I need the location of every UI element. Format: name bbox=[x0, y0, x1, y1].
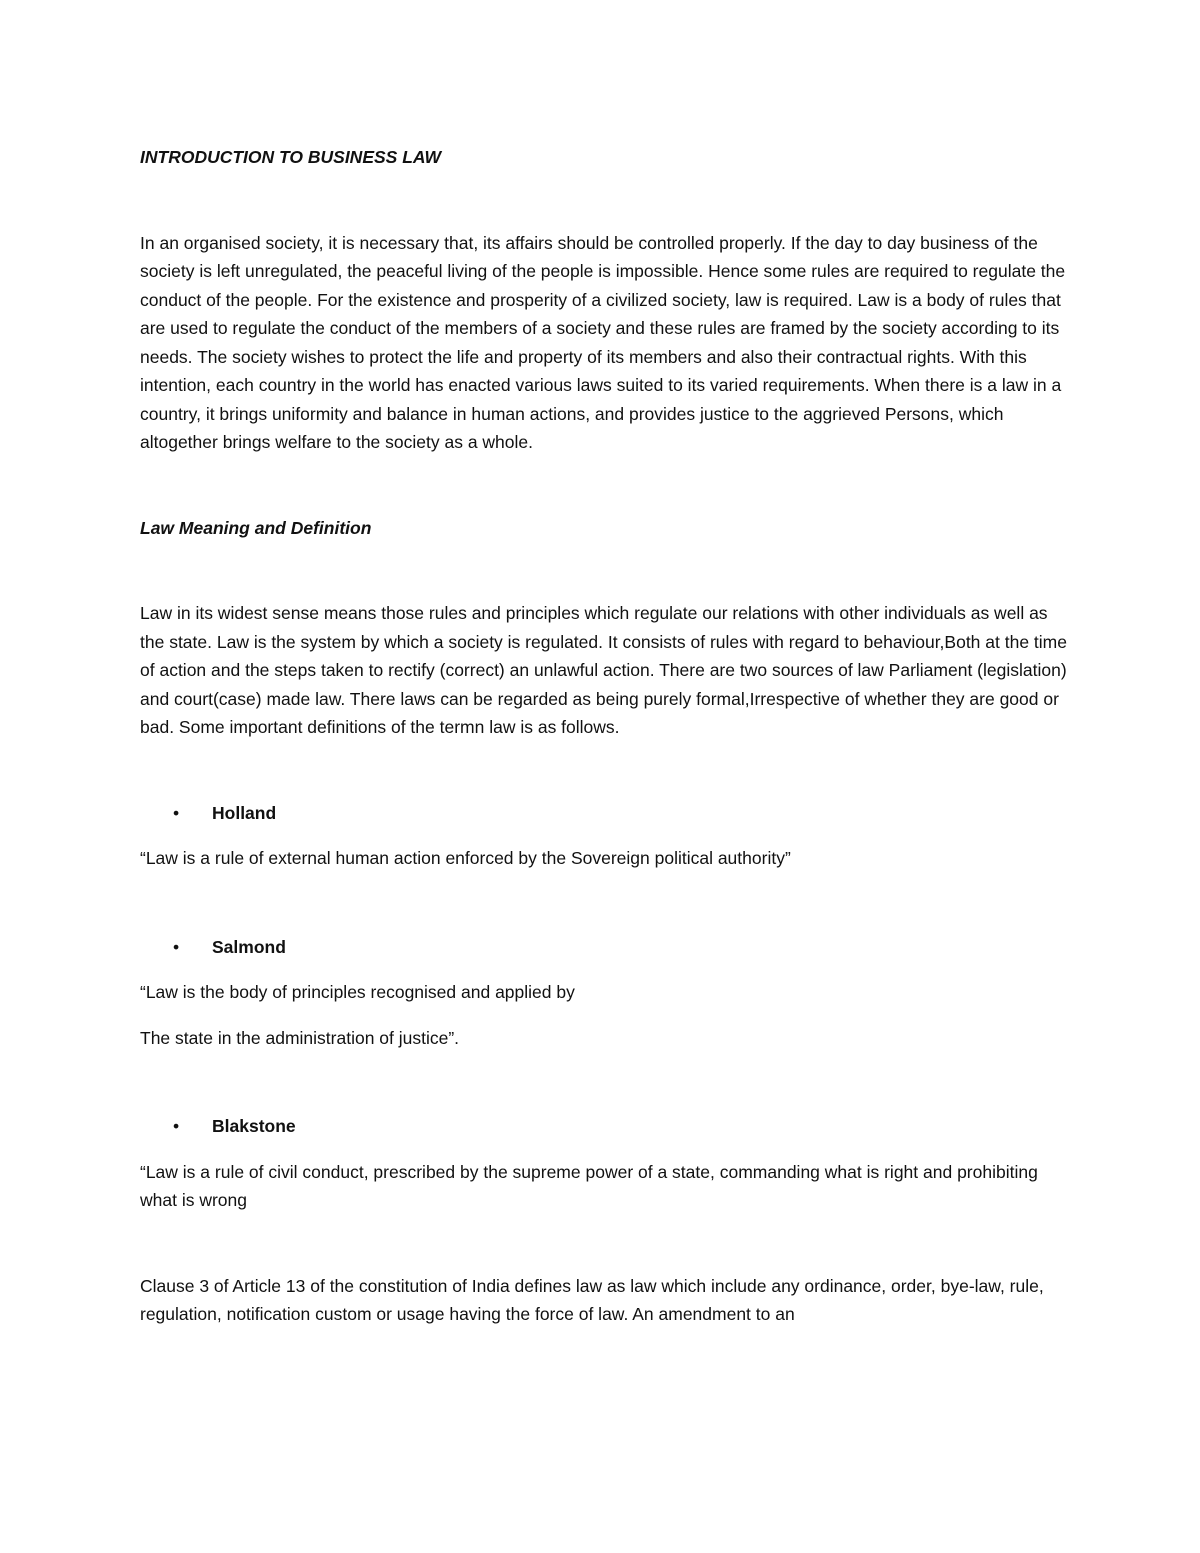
definition-quote: “Law is a rule of civil conduct, prescribed by the supreme power of a state, commanding what is right and prohibiting what is wrong bbox=[140, 1161, 1038, 1210]
spacer bbox=[140, 542, 1070, 599]
spacer bbox=[140, 827, 1070, 844]
definition-bullet-holland bbox=[140, 799, 1070, 828]
intro-paragraph: In an organised society, it is necessary that, its affairs should be controlled properly. If the day to day business of the society is left unregulated, the peaceful living of the people is impossible. Hence some rules are required to regulate the conduct of the people. For the existence and prosperity of a civilized society, law is required. Law is a body of rules that are used to regulate the conduct of the members of a society and these rules are framed by the society according to its needs. The society wishes to protect the life and property of its members and also their contractual rights. With this intention, each country in the world has enacted various laws suited to its varied requirements. When there is a law in a country, it brings uniformity and balance in human actions, and provides justice to the aggrieved Persons, which altogether brings welfare to the society as a whole. bbox=[140, 232, 1066, 452]
spacer bbox=[140, 172, 1070, 229]
spacer bbox=[140, 1052, 1070, 1112]
definition-name: Blakstone bbox=[212, 1116, 296, 1136]
meaning-paragraph: Law in its widest sense means those rules and principles which regulate our relations with other individuals as well as the state. Law is the system by which a society is regulated. It consists of rules with regard to behaviour,Both at the time of action and the steps taken to rectify (correct) an unlawful action. There are two sources of law Parliament (legislation) and court(case) made law. There laws can be regarded as being purely formal,Irrespective of whether they are good or bad. Some important definitions of the termn law is as follows. bbox=[140, 603, 1067, 737]
spacer bbox=[140, 873, 1070, 933]
bullet-icon: • bbox=[173, 936, 180, 957]
definition-name: Salmond bbox=[212, 936, 286, 957]
closing-paragraph: Clause 3 of Article 13 of the constitution of India defines law as law which include any ordinance, order, bye-law, rule, regulation, notification custom or usage having the force of law. An amendment to an bbox=[140, 1275, 1044, 1324]
spacer bbox=[140, 961, 1070, 978]
definition-bullet-salmond bbox=[140, 933, 1070, 962]
definition-quote: “Law is the body of principles recognised and applied by bbox=[140, 982, 575, 1002]
spacer bbox=[140, 1141, 1070, 1158]
definition-bullet-blakstone bbox=[140, 1112, 1070, 1141]
definition-quote: The state in the administration of justice”. bbox=[140, 1027, 460, 1048]
definition-name: Holland bbox=[212, 802, 277, 823]
definition-quote: “Law is a rule of external human action enforced by the Sovereign political authority” bbox=[140, 848, 791, 868]
spacer bbox=[140, 1007, 1070, 1024]
bullet-icon: • bbox=[173, 802, 180, 823]
document-body bbox=[140, 143, 1070, 1329]
spacer bbox=[140, 742, 1070, 799]
document-title: INTRODUCTION TO BUSINESS LAW bbox=[140, 147, 442, 167]
section-heading: Law Meaning and Definition bbox=[140, 517, 372, 538]
spacer bbox=[140, 1215, 1070, 1272]
bullet-icon: • bbox=[173, 1116, 180, 1136]
spacer bbox=[140, 457, 1070, 514]
